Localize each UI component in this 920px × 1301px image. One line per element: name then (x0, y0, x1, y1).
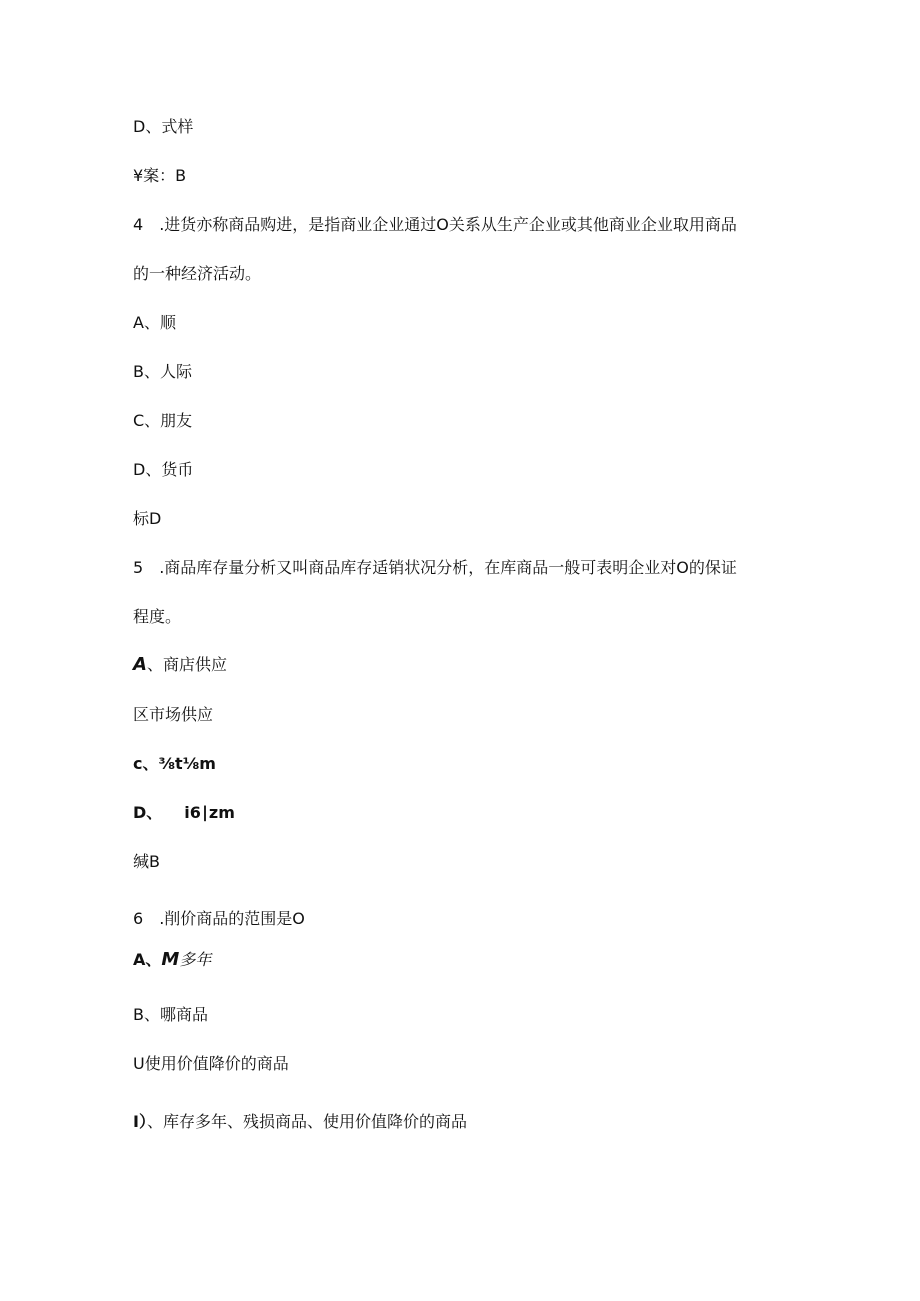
q4-stem-text-cont: 的一种经济活动。 (133, 264, 262, 283)
q4-answer (133, 509, 161, 529)
q4-option-c-text: C、朋友 (133, 411, 193, 430)
q5-stem-text: .商品库存量分析又叫商品库存适销状况分析，在库商品一般可表明企业对O的保证 (159, 558, 737, 577)
q5-option-d-text: i6∣zm (184, 803, 235, 822)
q4-option-d (133, 460, 193, 480)
q3-option-d (133, 117, 193, 137)
q3-answer-text: ¥案：B (133, 166, 187, 185)
q3-answer (133, 166, 186, 186)
q5-option-d-prefix: D、 (133, 803, 163, 822)
q4-stem-line1 (133, 215, 737, 235)
q4-option-b-text: B、人际 (133, 362, 192, 381)
q6-option-c (133, 1054, 289, 1074)
q5-option-b (133, 705, 213, 725)
q5-stem-line1 (133, 558, 737, 578)
q6-option-a (133, 950, 211, 970)
q5-number: 5 (133, 558, 144, 577)
q5-stem-line2 (133, 607, 181, 627)
q6-option-b (133, 1005, 208, 1025)
q6-option-d (133, 1112, 467, 1132)
q6-option-d-text: 、库存多年、残损商品、使用价值降价的商品 (146, 1112, 467, 1131)
q4-option-b (133, 362, 192, 382)
q5-option-a-text: 、商店供应 (146, 655, 227, 674)
q6-stem (133, 909, 305, 929)
q5-option-c (133, 754, 216, 774)
q5-option-c-text: c、⅜t⅛m (133, 754, 216, 773)
q4-stem-text: .进货亦称商品购进，是指商业企业通过O关系从生产企业或其他商业企业取用商品 (159, 215, 737, 234)
q6-option-a-text: 多年 (179, 950, 212, 969)
q5-option-d (133, 803, 235, 823)
q5-option-a-letter: A (133, 654, 147, 675)
q4-option-a (133, 313, 176, 333)
q5-stem-text-cont: 程度。 (133, 607, 182, 626)
q6-option-a-m: M (161, 949, 180, 970)
q5-answer (133, 852, 160, 872)
q4-option-a-text: A、顺 (133, 313, 176, 332)
q6-stem-text: .削价商品的范围是O (159, 909, 305, 928)
q5-answer-text: 缄B (133, 852, 160, 871)
q6-option-a-prefix: A、 (133, 950, 162, 969)
q4-option-d-text: D、货币 (133, 460, 194, 479)
q4-stem-line2 (133, 264, 261, 284)
q6-option-b-text: B、哪商品 (133, 1005, 208, 1024)
q3-option-d-text: D、式样 (133, 117, 194, 136)
q6-number: 6 (133, 909, 144, 928)
q4-option-c (133, 411, 192, 431)
q6-option-d-prefix: I） (133, 1112, 147, 1131)
q5-option-a (133, 655, 227, 675)
q5-option-b-text: 区市场供应 (133, 705, 214, 724)
q4-number: 4 (133, 215, 144, 234)
q6-option-c-text: U使用价值降价的商品 (133, 1054, 289, 1073)
q4-answer-text: 标D (133, 509, 162, 528)
